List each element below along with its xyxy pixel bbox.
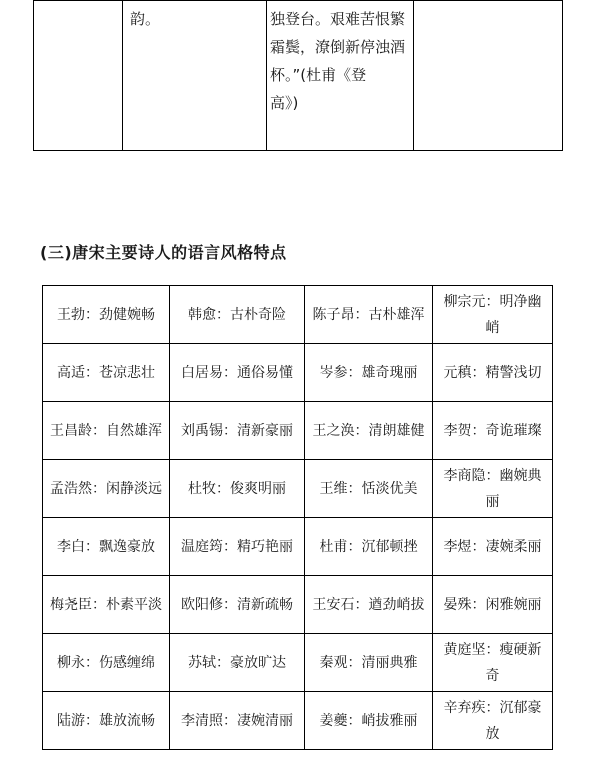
table-row <box>43 344 553 402</box>
top-text-line: 杯。”(杜甫《登 <box>270 66 367 84</box>
poet-cell: 杜牧：俊爽明丽 <box>170 460 305 518</box>
top-table-col-4 <box>414 1 562 150</box>
poet-cell: 王维：恬淡优美 <box>305 460 433 518</box>
poet-cell: 黄庭坚：瘦硬新奇 <box>433 634 553 692</box>
table-row <box>43 518 553 576</box>
top-text-line: 独登台。艰难苦恨繁 <box>270 10 406 28</box>
poet-cell: 欧阳修：清新疏畅 <box>170 576 305 634</box>
top-table-col-2-text: 韵。 <box>130 10 161 28</box>
section-title: (三)唐宋主要诗人的语言风格特点 <box>40 243 287 262</box>
poet-cell: 王勃：劲健婉畅 <box>43 286 170 344</box>
top-table-col-2 <box>123 1 267 150</box>
top-table-col-3-text <box>270 5 409 117</box>
poet-cell: 李清照：凄婉清丽 <box>170 692 305 750</box>
poet-cell: 孟浩然：闲静淡远 <box>43 460 170 518</box>
top-text-line: 霜鬓，潦倒新停浊酒 <box>270 38 406 56</box>
poet-cell: 温庭筠：精巧艳丽 <box>170 518 305 576</box>
poet-cell: 李白：飘逸豪放 <box>43 518 170 576</box>
poet-cell: 岑参：雄奇瑰丽 <box>305 344 433 402</box>
table-row <box>43 460 553 518</box>
poet-cell: 韩愈：古朴奇险 <box>170 286 305 344</box>
poet-cell: 元稹：精警浅切 <box>433 344 553 402</box>
poet-cell: 苏轼：豪放旷达 <box>170 634 305 692</box>
poet-cell: 王安石：遒劲峭拔 <box>305 576 433 634</box>
poet-cell: 刘禹锡：清新豪丽 <box>170 402 305 460</box>
poet-cell: 李煜：凄婉柔丽 <box>433 518 553 576</box>
poet-cell: 李商隐：幽婉典丽 <box>433 460 553 518</box>
top-table-col-1 <box>34 1 123 150</box>
top-text-line: 高》) <box>270 94 299 112</box>
poet-cell: 李贺：奇诡璀璨 <box>433 402 553 460</box>
poet-cell: 柳宗元：明净幽峭 <box>433 286 553 344</box>
poet-cell: 梅尧臣：朴素平淡 <box>43 576 170 634</box>
table-row <box>43 576 553 634</box>
poet-cell: 杜甫：沉郁顿挫 <box>305 518 433 576</box>
top-continuation-table <box>33 0 563 151</box>
poet-cell: 姜夔：峭拔雅丽 <box>305 692 433 750</box>
poet-cell: 晏殊：闲雅婉丽 <box>433 576 553 634</box>
poet-cell: 柳永：伤感缠绵 <box>43 634 170 692</box>
table-row <box>43 692 553 750</box>
table-row <box>43 402 553 460</box>
top-table-col-3 <box>267 1 414 150</box>
poet-cell: 陆游：雄放流畅 <box>43 692 170 750</box>
table-row <box>43 286 553 344</box>
poet-cell: 陈子昂：古朴雄浑 <box>305 286 433 344</box>
poet-cell: 白居易：通俗易懂 <box>170 344 305 402</box>
table-row <box>43 634 553 692</box>
poet-cell: 秦观：清丽典雅 <box>305 634 433 692</box>
poet-cell: 高适：苍凉悲壮 <box>43 344 170 402</box>
poets-style-table <box>42 285 553 750</box>
poet-cell: 王昌龄：自然雄浑 <box>43 402 170 460</box>
poet-cell: 王之涣：清朗雄健 <box>305 402 433 460</box>
poet-cell: 辛弃疾：沉郁豪放 <box>433 692 553 750</box>
